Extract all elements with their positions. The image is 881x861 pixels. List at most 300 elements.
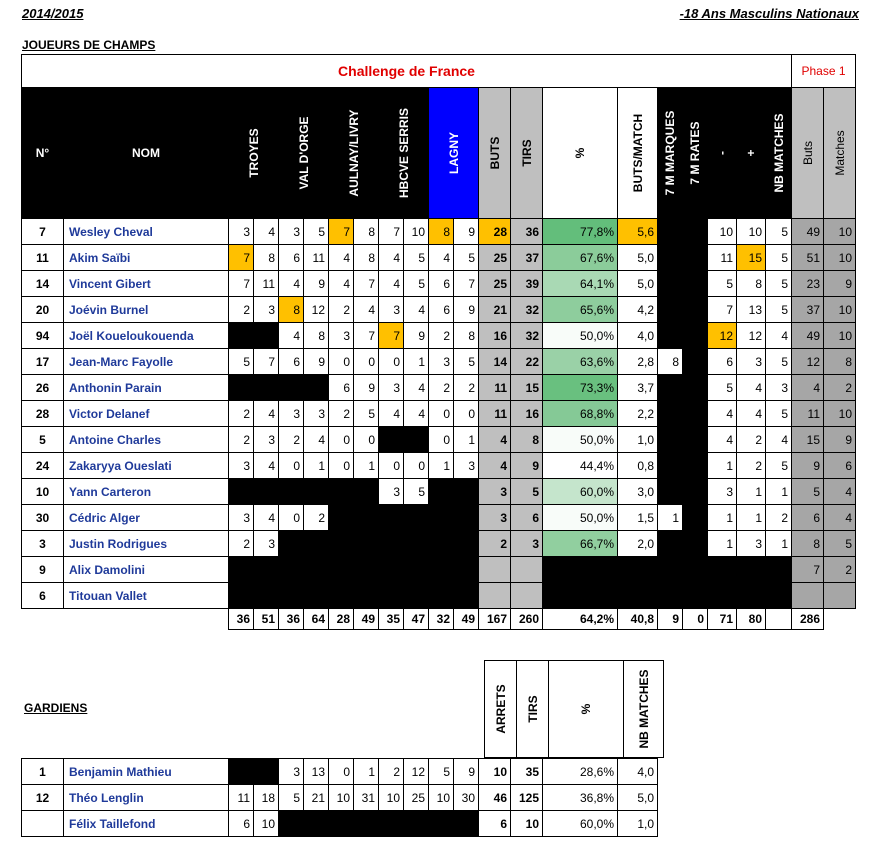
keeper-stat-pct: 36,8% <box>543 785 618 811</box>
team-cell <box>354 557 379 583</box>
keeper-team-cell: 5 <box>279 785 304 811</box>
stat-pct: 66,7% <box>543 531 618 557</box>
stat-plus <box>737 583 766 609</box>
stat-minus: 7 <box>708 297 737 323</box>
stat-m7m <box>658 401 683 427</box>
team-cell: 9 <box>404 323 429 349</box>
team-cell: 5 <box>454 349 479 375</box>
stat-bpm: 2,0 <box>618 531 658 557</box>
team-cell <box>304 479 329 505</box>
stat-minus: 1 <box>708 505 737 531</box>
table-row <box>22 349 856 375</box>
stat-buts: 21 <box>479 297 511 323</box>
table-row <box>22 427 856 453</box>
stat-buts: 28 <box>479 219 511 245</box>
player-number: 6 <box>22 583 64 609</box>
keeper-team-cell: 12 <box>404 759 429 785</box>
team-cell: 4 <box>379 271 404 297</box>
stat-tirs: 22 <box>511 349 543 375</box>
team-cell <box>229 479 254 505</box>
stat-plus: 4 <box>737 375 766 401</box>
team-cell <box>229 375 254 401</box>
stat-pct: 73,3% <box>543 375 618 401</box>
player-number: 30 <box>22 505 64 531</box>
stat-plus: 10 <box>737 219 766 245</box>
keeper-stat-arrets: 6 <box>479 811 511 837</box>
players-table <box>21 54 856 630</box>
player-name: Joël Koueloukouenda <box>64 323 229 349</box>
team-cell: 6 <box>429 297 454 323</box>
stat-buts2: 49 <box>792 323 824 349</box>
stat-buts2: 5 <box>792 479 824 505</box>
team-cell <box>354 505 379 531</box>
totals-spacer <box>22 609 229 630</box>
keeper-team-cell: 2 <box>379 759 404 785</box>
keeper-team-cell <box>354 811 379 837</box>
stat-m7r <box>683 531 708 557</box>
team-cell: 0 <box>379 349 404 375</box>
col-team-aulnay: AULNAY/LIVRY <box>329 88 379 219</box>
team-cell: 9 <box>304 271 329 297</box>
team-cell: 4 <box>254 505 279 531</box>
team-cell: 6 <box>279 245 304 271</box>
team-cell: 3 <box>304 401 329 427</box>
stat-nbm: 1 <box>766 531 792 557</box>
col-matches2: Matches <box>824 88 856 219</box>
team-cell: 7 <box>229 271 254 297</box>
team-cell: 12 <box>304 297 329 323</box>
stat-tirs: 32 <box>511 297 543 323</box>
total-cell: 71 <box>708 609 737 630</box>
team-cell: 3 <box>329 323 354 349</box>
stat-plus: 15 <box>737 245 766 271</box>
total-cell: 51 <box>254 609 279 630</box>
team-cell: 2 <box>429 375 454 401</box>
stat-m7m <box>658 427 683 453</box>
stat-m7m <box>658 453 683 479</box>
team-cell <box>454 557 479 583</box>
stat-plus: 12 <box>737 323 766 349</box>
stat-pct: 77,8% <box>543 219 618 245</box>
stat-tirs <box>511 583 543 609</box>
stat-m7m: 1 <box>658 505 683 531</box>
player-number: 3 <box>22 531 64 557</box>
stat-buts2: 37 <box>792 297 824 323</box>
team-cell: 3 <box>379 375 404 401</box>
stat-plus: 13 <box>737 297 766 323</box>
keeper-stat-tirs: 10 <box>511 811 543 837</box>
team-cell: 9 <box>354 375 379 401</box>
player-name: Joévin Burnel <box>64 297 229 323</box>
stat-minus: 1 <box>708 531 737 557</box>
team-cell: 5 <box>404 479 429 505</box>
team-cell <box>229 323 254 349</box>
stat-buts: 11 <box>479 375 511 401</box>
stat-matches2: 10 <box>824 297 856 323</box>
stat-m7r <box>683 375 708 401</box>
player-name: Anthonin Parain <box>64 375 229 401</box>
team-cell: 9 <box>454 297 479 323</box>
stat-buts: 2 <box>479 531 511 557</box>
stat-bpm: 2,2 <box>618 401 658 427</box>
team-cell: 3 <box>229 219 254 245</box>
stat-matches2: 6 <box>824 453 856 479</box>
team-cell: 3 <box>229 505 254 531</box>
total-cell: 47 <box>404 609 429 630</box>
stat-bpm: 1,0 <box>618 427 658 453</box>
stat-minus: 4 <box>708 427 737 453</box>
table-row <box>22 323 856 349</box>
team-cell <box>379 557 404 583</box>
stat-minus: 6 <box>708 349 737 375</box>
stat-buts2: 23 <box>792 271 824 297</box>
team-cell: 7 <box>379 323 404 349</box>
total-cell: 36 <box>279 609 304 630</box>
total-cell: 9 <box>658 609 683 630</box>
stat-tirs: 37 <box>511 245 543 271</box>
totals-spacer <box>824 609 856 630</box>
stat-buts2: 7 <box>792 557 824 583</box>
col-team-lagny: LAGNY <box>429 88 479 219</box>
stat-m7r <box>683 245 708 271</box>
col-pct: % <box>543 88 618 219</box>
team-cell <box>254 323 279 349</box>
stat-pct: 50,0% <box>543 505 618 531</box>
team-cell <box>304 557 329 583</box>
stat-nbm: 4 <box>766 427 792 453</box>
stat-m7m <box>658 583 683 609</box>
team-cell: 0 <box>379 453 404 479</box>
col-minus: - <box>708 88 737 219</box>
team-cell <box>404 531 429 557</box>
stat-bpm: 0,8 <box>618 453 658 479</box>
team-cell: 0 <box>429 427 454 453</box>
total-cell: 28 <box>329 609 354 630</box>
team-cell: 0 <box>329 453 354 479</box>
stat-pct: 44,4% <box>543 453 618 479</box>
stat-nbm: 5 <box>766 297 792 323</box>
stat-pct <box>543 583 618 609</box>
total-cell: 40,8 <box>618 609 658 630</box>
keeper-name: Félix Taillefond <box>64 811 229 837</box>
keeper-number <box>22 811 64 837</box>
team-cell <box>329 583 354 609</box>
stat-m7r <box>683 427 708 453</box>
total-cell: 80 <box>737 609 766 630</box>
team-cell <box>454 505 479 531</box>
stat-buts2: 4 <box>792 375 824 401</box>
stat-matches2: 10 <box>824 323 856 349</box>
team-cell: 6 <box>279 349 304 375</box>
stat-m7r <box>683 401 708 427</box>
team-cell: 0 <box>279 453 304 479</box>
team-cell: 4 <box>279 271 304 297</box>
team-cell: 8 <box>429 219 454 245</box>
player-number: 26 <box>22 375 64 401</box>
team-cell: 7 <box>379 219 404 245</box>
stat-m7r <box>683 323 708 349</box>
stat-nbm: 5 <box>766 401 792 427</box>
team-cell <box>429 583 454 609</box>
team-cell <box>404 583 429 609</box>
team-cell <box>454 531 479 557</box>
team-cell <box>329 557 354 583</box>
team-cell: 6 <box>329 375 354 401</box>
stat-bpm: 4,0 <box>618 323 658 349</box>
player-name: Victor Delanef <box>64 401 229 427</box>
team-cell <box>379 583 404 609</box>
stat-nbm: 2 <box>766 505 792 531</box>
keeper-stat-nbm: 5,0 <box>618 785 658 811</box>
stat-matches2: 10 <box>824 219 856 245</box>
team-cell: 4 <box>254 219 279 245</box>
stat-m7m <box>658 245 683 271</box>
team-cell: 5 <box>454 245 479 271</box>
stat-minus: 10 <box>708 219 737 245</box>
team-cell: 2 <box>329 297 354 323</box>
team-cell: 4 <box>404 297 429 323</box>
section-players-title: JOUEURS DE CHAMPS <box>22 38 156 52</box>
team-cell <box>379 531 404 557</box>
team-cell: 1 <box>454 427 479 453</box>
stat-bpm <box>618 583 658 609</box>
keeper-team-cell: 25 <box>404 785 429 811</box>
stat-matches2: 10 <box>824 245 856 271</box>
team-cell: 4 <box>404 401 429 427</box>
team-cell <box>354 531 379 557</box>
team-cell: 1 <box>354 453 379 479</box>
stat-m7r <box>683 479 708 505</box>
keeper-row <box>22 785 658 811</box>
keeper-stat-nbm: 1,0 <box>618 811 658 837</box>
stat-buts: 3 <box>479 479 511 505</box>
stat-buts2 <box>792 583 824 609</box>
keeper-team-cell <box>379 811 404 837</box>
stat-pct: 60,0% <box>543 479 618 505</box>
team-cell: 11 <box>254 271 279 297</box>
team-cell <box>254 479 279 505</box>
stat-matches2: 2 <box>824 375 856 401</box>
team-cell: 5 <box>354 401 379 427</box>
team-cell: 11 <box>304 245 329 271</box>
keeper-team-cell: 18 <box>254 785 279 811</box>
team-cell <box>304 583 329 609</box>
team-cell: 2 <box>429 323 454 349</box>
keeper-team-cell: 5 <box>429 759 454 785</box>
player-name: Vincent Gibert <box>64 271 229 297</box>
stat-nbm: 5 <box>766 349 792 375</box>
stat-pct: 63,6% <box>543 349 618 375</box>
stat-nbm: 4 <box>766 323 792 349</box>
stat-bpm: 4,2 <box>618 297 658 323</box>
stat-pct: 68,8% <box>543 401 618 427</box>
team-cell <box>229 583 254 609</box>
team-cell: 0 <box>329 427 354 453</box>
stat-nbm <box>766 583 792 609</box>
stat-buts: 3 <box>479 505 511 531</box>
phase-label: Phase 1 <box>792 55 856 88</box>
season-label: 2014/2015 <box>22 6 84 21</box>
team-cell: 1 <box>304 453 329 479</box>
stat-buts: 4 <box>479 453 511 479</box>
team-cell: 8 <box>254 245 279 271</box>
team-cell: 3 <box>254 297 279 323</box>
keeper-team-cell: 10 <box>429 785 454 811</box>
team-cell <box>454 479 479 505</box>
team-cell: 2 <box>229 531 254 557</box>
keepers-table <box>21 758 658 837</box>
stat-pct: 65,6% <box>543 297 618 323</box>
team-cell: 8 <box>454 323 479 349</box>
stat-matches2: 8 <box>824 349 856 375</box>
total-cell: 167 <box>479 609 511 630</box>
table-row <box>22 531 856 557</box>
team-cell: 8 <box>354 219 379 245</box>
team-cell: 4 <box>254 401 279 427</box>
team-cell <box>279 583 304 609</box>
col-7m-marques: 7 M MARQUES <box>658 88 683 219</box>
stat-minus: 11 <box>708 245 737 271</box>
total-cell: 49 <box>454 609 479 630</box>
team-cell: 0 <box>354 349 379 375</box>
stat-m7r <box>683 349 708 375</box>
table-row <box>22 557 856 583</box>
table-row <box>22 297 856 323</box>
player-name: Antoine Charles <box>64 427 229 453</box>
team-cell: 7 <box>329 219 354 245</box>
stat-buts2: 11 <box>792 401 824 427</box>
stat-minus: 3 <box>708 479 737 505</box>
stat-buts: 14 <box>479 349 511 375</box>
team-cell: 5 <box>404 245 429 271</box>
col-buts2: Buts <box>792 88 824 219</box>
team-cell: 7 <box>229 245 254 271</box>
stat-nbm <box>766 557 792 583</box>
stat-matches2: 4 <box>824 479 856 505</box>
player-number: 11 <box>22 245 64 271</box>
keeper-stat-tirs: 35 <box>511 759 543 785</box>
col-buts-match: BUTS/MATCH <box>618 88 658 219</box>
totals-row <box>22 609 856 630</box>
stat-minus: 12 <box>708 323 737 349</box>
col-buts: BUTS <box>479 88 511 219</box>
stat-tirs: 3 <box>511 531 543 557</box>
stat-matches2: 4 <box>824 505 856 531</box>
keeper-stat-arrets: 46 <box>479 785 511 811</box>
keeper-team-cell: 10 <box>329 785 354 811</box>
player-name: Zakaryya Oueslati <box>64 453 229 479</box>
stat-tirs: 16 <box>511 401 543 427</box>
stat-buts2: 15 <box>792 427 824 453</box>
team-cell <box>429 531 454 557</box>
team-cell: 3 <box>229 453 254 479</box>
keeper-team-cell: 13 <box>304 759 329 785</box>
team-cell: 7 <box>354 323 379 349</box>
team-cell: 0 <box>429 401 454 427</box>
stat-bpm: 3,0 <box>618 479 658 505</box>
team-cell <box>279 479 304 505</box>
stat-buts <box>479 557 511 583</box>
team-cell: 0 <box>454 401 479 427</box>
team-cell: 2 <box>229 401 254 427</box>
col-num-header: N° <box>22 88 64 219</box>
keeper-team-cell: 30 <box>454 785 479 811</box>
stat-plus: 2 <box>737 427 766 453</box>
player-name: Wesley Cheval <box>64 219 229 245</box>
team-cell: 3 <box>279 219 304 245</box>
keeper-team-cell <box>329 811 354 837</box>
stat-buts: 4 <box>479 427 511 453</box>
table-row <box>22 479 856 505</box>
stat-matches2: 10 <box>824 401 856 427</box>
team-cell <box>379 505 404 531</box>
stat-m7m <box>658 375 683 401</box>
col-tirs: TIRS <box>511 88 543 219</box>
team-cell: 8 <box>304 323 329 349</box>
keeper-number: 12 <box>22 785 64 811</box>
table-row <box>22 219 856 245</box>
team-cell: 4 <box>329 271 354 297</box>
stat-buts2: 51 <box>792 245 824 271</box>
player-name: Alix Damolini <box>64 557 229 583</box>
stat-nbm: 5 <box>766 219 792 245</box>
col-arrets: ARRETS <box>485 661 517 758</box>
keeper-team-cell: 1 <box>354 759 379 785</box>
team-cell: 3 <box>254 531 279 557</box>
stat-matches2: 9 <box>824 427 856 453</box>
stat-m7m <box>658 271 683 297</box>
total-cell: 64,2% <box>543 609 618 630</box>
keeper-number: 1 <box>22 759 64 785</box>
team-cell: 4 <box>429 245 454 271</box>
keeper-team-cell: 21 <box>304 785 329 811</box>
keeper-team-cell: 3 <box>279 759 304 785</box>
keeper-team-cell: 0 <box>329 759 354 785</box>
team-cell <box>254 375 279 401</box>
stat-pct: 50,0% <box>543 427 618 453</box>
stat-m7m <box>658 531 683 557</box>
stat-m7r <box>683 505 708 531</box>
stat-matches2: 9 <box>824 271 856 297</box>
team-cell: 6 <box>429 271 454 297</box>
table-row <box>22 375 856 401</box>
stat-tirs: 32 <box>511 323 543 349</box>
stat-tirs: 39 <box>511 271 543 297</box>
team-cell: 3 <box>379 297 404 323</box>
keeper-stat-pct: 60,0% <box>543 811 618 837</box>
team-cell <box>329 479 354 505</box>
stat-matches2: 5 <box>824 531 856 557</box>
col-team-val-dorge: VAL D'ORGE <box>279 88 329 219</box>
player-name: Akim Saïbi <box>64 245 229 271</box>
team-cell: 7 <box>254 349 279 375</box>
stat-buts: 11 <box>479 401 511 427</box>
player-number: 14 <box>22 271 64 297</box>
total-cell: 64 <box>304 609 329 630</box>
player-number: 20 <box>22 297 64 323</box>
col-nb-matches: NB MATCHES <box>766 88 792 219</box>
team-cell: 4 <box>279 323 304 349</box>
team-cell <box>429 557 454 583</box>
stat-tirs: 6 <box>511 505 543 531</box>
team-cell <box>254 557 279 583</box>
stat-plus: 3 <box>737 349 766 375</box>
team-cell: 5 <box>304 219 329 245</box>
stat-nbm: 5 <box>766 271 792 297</box>
keeper-team-cell <box>279 811 304 837</box>
stat-bpm <box>618 557 658 583</box>
team-cell: 3 <box>454 453 479 479</box>
